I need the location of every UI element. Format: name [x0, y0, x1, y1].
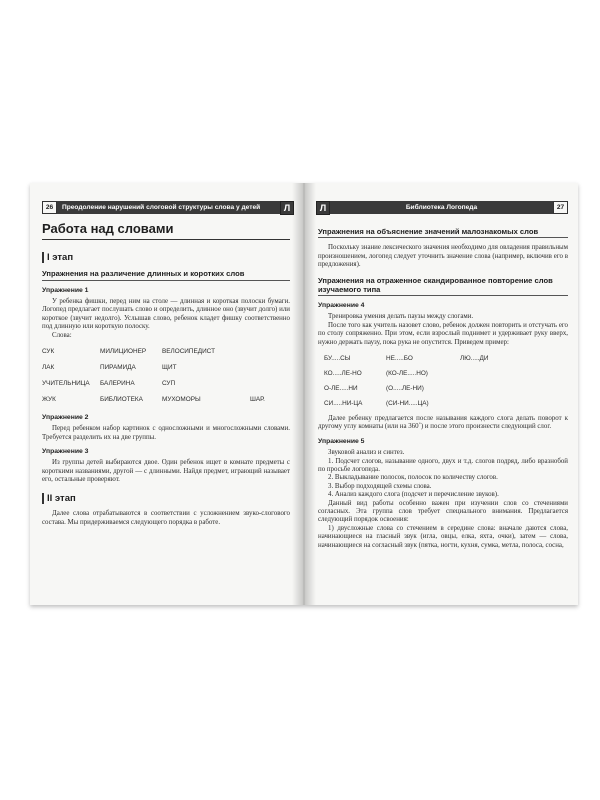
- exercise-5-intro: Звуковой анализ и синтез.: [328, 449, 405, 457]
- right-page-number: 27: [553, 201, 568, 214]
- word-cell: ВЕЛОСИПЕДИСТ: [162, 348, 215, 356]
- exercise-4-text-3: Далее ребенку предлагается после называния каждого слога делать поворот к другому углу комнаты (или на 360˚) и после этого произнести следующий слог.: [318, 414, 568, 431]
- right-running-header: [316, 201, 568, 214]
- exercise-2-text: Перед ребенком набор картинок с односложными и многосложными словами. Требуется разделить их на две группы.: [42, 425, 290, 441]
- syllable-cell: СИ.....НИ-ЦА: [324, 399, 363, 407]
- syllable-cell: ЛЮ.....ДИ: [460, 354, 489, 362]
- word-cell: СУК: [42, 348, 55, 356]
- section-heading-meanings: Упражнения на объяснение значений малознакомых слов: [318, 227, 568, 238]
- exercise-5-item: 4. Анализ каждого слога (подсчет и перечисление звуков).: [328, 491, 499, 499]
- left-header-title: Преодоление нарушений слоговой структуры слова у детей: [57, 201, 280, 214]
- words-label: Слова:: [52, 331, 72, 339]
- right-page: [306, 183, 578, 605]
- syllable-row: [324, 381, 568, 396]
- logo-l-icon: Л: [316, 201, 330, 215]
- section-1-text: Поскольку знание лексического значения необходимо для овладения правильным произношением, логопед следует уточнить значение слова (например, включив его в предложения).: [318, 244, 568, 269]
- syllable-cell: О-ЛЕ.....НИ: [324, 384, 358, 392]
- exercise-5-title: Упражнение 5: [318, 437, 365, 445]
- left-running-header: [42, 201, 294, 214]
- word-cell: ЩИТ: [162, 364, 177, 372]
- word-cell: ЖУК: [42, 396, 56, 404]
- stage-2-heading: II этап: [42, 493, 290, 505]
- syllable-cell: НЕ.....БО: [386, 354, 413, 362]
- stage-1-heading: I этап: [42, 252, 290, 264]
- word-row: [42, 344, 290, 360]
- word-cell: ШАР.: [250, 396, 265, 404]
- syllable-row: [324, 366, 568, 381]
- logo-l-icon: Л: [280, 201, 294, 215]
- word-cell: МИЛИЦИОНЕР: [100, 348, 147, 356]
- word-cell: УЧИТЕЛЬНИЦА: [42, 380, 90, 388]
- exercise-1-title: Упражнение 1: [42, 286, 89, 294]
- exercise-5-last-item: 1) двусложные слова со стечением в середине слова: вначале даются слова, начинающиеся на гласный звук (игла, овцы, елка, яхта, очки), затем — слова, начинающиеся на согласный звук (пятка, ногти, кухня, сумка, метла, полоса, сосна,: [318, 524, 568, 549]
- exercise-2-title: Упражнение 2: [42, 414, 89, 422]
- word-row: [42, 360, 290, 376]
- syllable-row: [324, 396, 568, 411]
- exercise-5-item: 2. Выкладывание полосок, полосок по количеству слогов.: [328, 474, 498, 482]
- page-title: Работа над словами: [42, 221, 290, 240]
- stage-2-text: Далее слова отрабатываются в соответствии с усложнением звуко-слогового состава. Мы придерживаемся следующего порядка в работе.: [42, 510, 290, 526]
- exercise-3-text: Из группы детей выбираются двое. Один ребенок ищет в комнате предметы с короткими названиями, другой — с длинными. Найдя предмет, играющий называет его, остальные проверяют.: [42, 459, 290, 484]
- syllable-cell: КО.....ЛЕ-НО: [324, 369, 362, 377]
- left-page-number: 26: [42, 201, 57, 214]
- book-gutter-shadow: [292, 183, 316, 605]
- word-cell: ЛАК: [42, 364, 55, 372]
- exercise-4-text-2: После того как учитель назовет слово, ребенок должен повторить и отстучать его по столу сопряженно. При этом, если взрослый поднимет и удерживает руку вверх, нужно держать паузу, пока рука не опустится. Приведем пример:: [318, 321, 568, 346]
- exercise-4-text-1: Тренировка умения делать паузы между слогами.: [328, 313, 474, 321]
- word-cell: БАЛЕРИНА: [100, 380, 135, 388]
- section-heading-repetition: Упражнения на отраженное скандированное повторение слов изучаемого типа: [318, 276, 568, 297]
- exercise-5-text: Данный вид работы особенно важен при изучении слов со стечениями согласных. Эта группа слов требует специального внимания. Предлагается следующий порядок освоения:: [318, 499, 568, 524]
- exercise-4-title: Упражнение 4: [318, 302, 365, 310]
- syllable-table: [324, 351, 568, 411]
- syllable-cell: (О.....ЛЕ-НИ): [386, 384, 424, 392]
- word-cell: МУХОМОРЫ: [162, 396, 201, 404]
- exercise-3-title: Упражнение 3: [42, 448, 89, 456]
- exercise-5-item: 3. Выбор подходящей схемы слова.: [328, 482, 432, 490]
- section-heading-long-short: Упражнения на различение длинных и коротких слов: [42, 269, 290, 280]
- word-cell: СУП: [162, 380, 176, 388]
- open-book: [30, 183, 578, 605]
- word-cell: ПИРАМИДА: [100, 364, 136, 372]
- syllable-cell: (КО-ЛЕ.....НО): [386, 369, 428, 377]
- exercise-5-item: 1. Подсчет слогов, называние одного, двух и т.д. слогов подряд, либо вразнобой по просьбе логопеда.: [318, 457, 568, 473]
- word-cell: БИБЛИОТЕКА: [100, 396, 143, 404]
- left-page-content: [42, 221, 290, 527]
- exercise-1-text: У ребенка фишки, перед ним на столе — длинная и короткая полоски бумаги. Логопед предлагает послушать слово и определить, длинное оно (звучит долго) или короткое (звучит недолго). Услышав слово, ребенок кладет фишку соответственно под длинную или короткую полоску.: [42, 297, 290, 331]
- word-row: [42, 376, 290, 392]
- syllable-row: [324, 351, 568, 366]
- right-header-title: Библиотека Логопеда: [330, 201, 553, 214]
- syllable-cell: БУ.....СЫ: [324, 354, 351, 362]
- left-page: [30, 183, 302, 605]
- right-page-content: [318, 221, 568, 550]
- word-row: [42, 392, 290, 408]
- syllable-cell: (СИ-НИ.....ЦА): [386, 399, 429, 407]
- word-table: [42, 344, 290, 408]
